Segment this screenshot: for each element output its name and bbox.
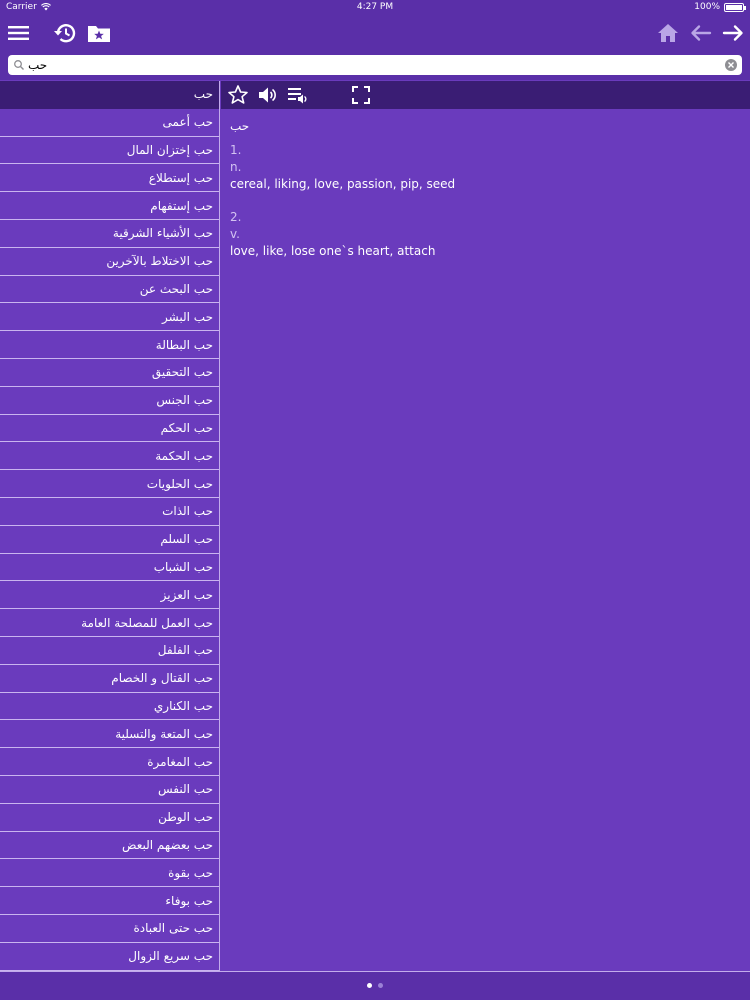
- word-list: [0, 81, 220, 971]
- list-item-label: حب الفلفل: [157, 643, 213, 658]
- page-indicator[interactable]: [0, 983, 750, 988]
- list-item[interactable]: [0, 415, 219, 443]
- list-item-label: حب المتعة والتسلية: [115, 726, 213, 741]
- list-item-label: حب العمل للمصلحة العامة: [81, 615, 213, 630]
- list-item-label: حب المغامرة: [147, 754, 213, 769]
- list-item[interactable]: [0, 581, 219, 609]
- list-item-label: حب الحلويات: [146, 476, 213, 491]
- list-item[interactable]: [0, 498, 219, 526]
- list-item[interactable]: [0, 887, 219, 915]
- list-item-label: حب البحث عن: [139, 281, 213, 296]
- sense-number: 1.: [230, 143, 242, 157]
- back-arrow-icon[interactable]: [688, 20, 714, 46]
- list-item-label: حب النفس: [158, 782, 213, 797]
- list-item[interactable]: [0, 832, 219, 860]
- list-item[interactable]: [0, 915, 219, 943]
- list-item-label: حب الاختلاط بالآخرين: [106, 254, 213, 269]
- list-item[interactable]: [0, 943, 219, 971]
- headword: حب: [230, 119, 250, 133]
- list-item[interactable]: [0, 665, 219, 693]
- sense-meaning: cereal, liking, love, passion, pip, seed: [230, 177, 456, 191]
- definition-panel: [230, 118, 740, 276]
- page-dot[interactable]: [378, 983, 383, 988]
- list-item-label: حب البطالة: [155, 337, 213, 352]
- favorites-folder-icon[interactable]: [86, 20, 112, 46]
- sense-number: 2.: [230, 210, 242, 224]
- carrier-label: Carrier: [6, 2, 37, 12]
- playlist-audio-icon[interactable]: [287, 84, 309, 106]
- page-dot[interactable]: [367, 983, 372, 988]
- list-item[interactable]: [0, 776, 219, 804]
- list-item-label: حب إستطلاع: [148, 170, 213, 185]
- list-item[interactable]: [0, 526, 219, 554]
- sense: [230, 209, 740, 260]
- detail-toolbar: [221, 81, 750, 109]
- list-item-label: حب بعضهم البعض: [122, 837, 213, 852]
- forward-arrow-icon[interactable]: [720, 20, 746, 46]
- list-item-label: حب سريع الزوال: [128, 949, 213, 964]
- fullscreen-icon[interactable]: [350, 84, 372, 106]
- list-item-label: حب الجنس: [156, 393, 213, 408]
- sense-meaning: love, like, lose one`s heart, attach: [230, 244, 436, 258]
- bottom-bar: [0, 971, 750, 1000]
- list-item-label: حب حتى العبادة: [133, 921, 213, 936]
- list-item[interactable]: [0, 331, 219, 359]
- menu-icon[interactable]: [6, 20, 32, 46]
- list-item[interactable]: [0, 748, 219, 776]
- list-item-label: حب إستفهام: [150, 198, 213, 213]
- list-item-label: حب إختزان المال: [126, 142, 213, 157]
- top-toolbar: [0, 16, 750, 50]
- list-item-label: حب الأشياء الشرقية: [112, 226, 213, 241]
- list-item-label: حب الشباب: [153, 559, 213, 574]
- status-time: 4:27 PM: [356, 2, 394, 12]
- list-item-label: حب أعمى: [162, 115, 213, 130]
- list-item[interactable]: [0, 859, 219, 887]
- status-bar: [0, 0, 750, 16]
- list-item[interactable]: [0, 164, 219, 192]
- list-item-label: حب السلم: [160, 532, 213, 547]
- list-item-label: حب الحكمة: [155, 448, 213, 463]
- list-item[interactable]: [0, 387, 219, 415]
- search-bar: [0, 50, 750, 80]
- list-item[interactable]: [0, 359, 219, 387]
- list-item-label: حب الكناري: [153, 698, 213, 713]
- list-item[interactable]: [0, 470, 219, 498]
- list-item[interactable]: [0, 81, 219, 109]
- list-item[interactable]: [0, 220, 219, 248]
- search-box: [8, 55, 742, 75]
- search-icon: [13, 59, 25, 71]
- part-of-speech: v.: [230, 227, 240, 241]
- clear-icon[interactable]: [724, 58, 738, 72]
- sense: [230, 142, 740, 193]
- list-item-label: حب القتال و الخصام: [111, 671, 213, 686]
- list-item-label: حب التحقيق: [151, 365, 213, 380]
- list-item-label: حب البشر: [162, 309, 213, 324]
- list-item-label: حب: [193, 87, 213, 102]
- history-icon[interactable]: [52, 20, 78, 46]
- list-item[interactable]: [0, 442, 219, 470]
- list-item[interactable]: [0, 303, 219, 331]
- list-item-label: حب بوفاء: [165, 893, 213, 908]
- list-item[interactable]: [0, 109, 219, 137]
- search-input[interactable]: [26, 55, 720, 75]
- list-item[interactable]: [0, 276, 219, 304]
- list-item[interactable]: [0, 637, 219, 665]
- list-item[interactable]: [0, 192, 219, 220]
- list-item-label: حب الحكم: [160, 420, 213, 435]
- list-item-label: حب الذات: [162, 504, 213, 519]
- list-item[interactable]: [0, 720, 219, 748]
- list-item[interactable]: [0, 554, 219, 582]
- list-item-label: حب العزيز: [160, 587, 213, 602]
- battery-icon: [724, 3, 744, 12]
- home-icon[interactable]: [655, 20, 681, 46]
- part-of-speech: n.: [230, 160, 242, 174]
- list-item[interactable]: [0, 609, 219, 637]
- list-item[interactable]: [0, 693, 219, 721]
- list-item[interactable]: [0, 804, 219, 832]
- star-icon[interactable]: [227, 84, 249, 106]
- list-item[interactable]: [0, 137, 219, 165]
- list-item-label: حب الوطن: [158, 810, 213, 825]
- list-item-label: حب بقوة: [168, 865, 213, 880]
- list-item[interactable]: [0, 248, 219, 276]
- battery-percent: 100%: [694, 2, 720, 12]
- speaker-icon[interactable]: [257, 84, 279, 106]
